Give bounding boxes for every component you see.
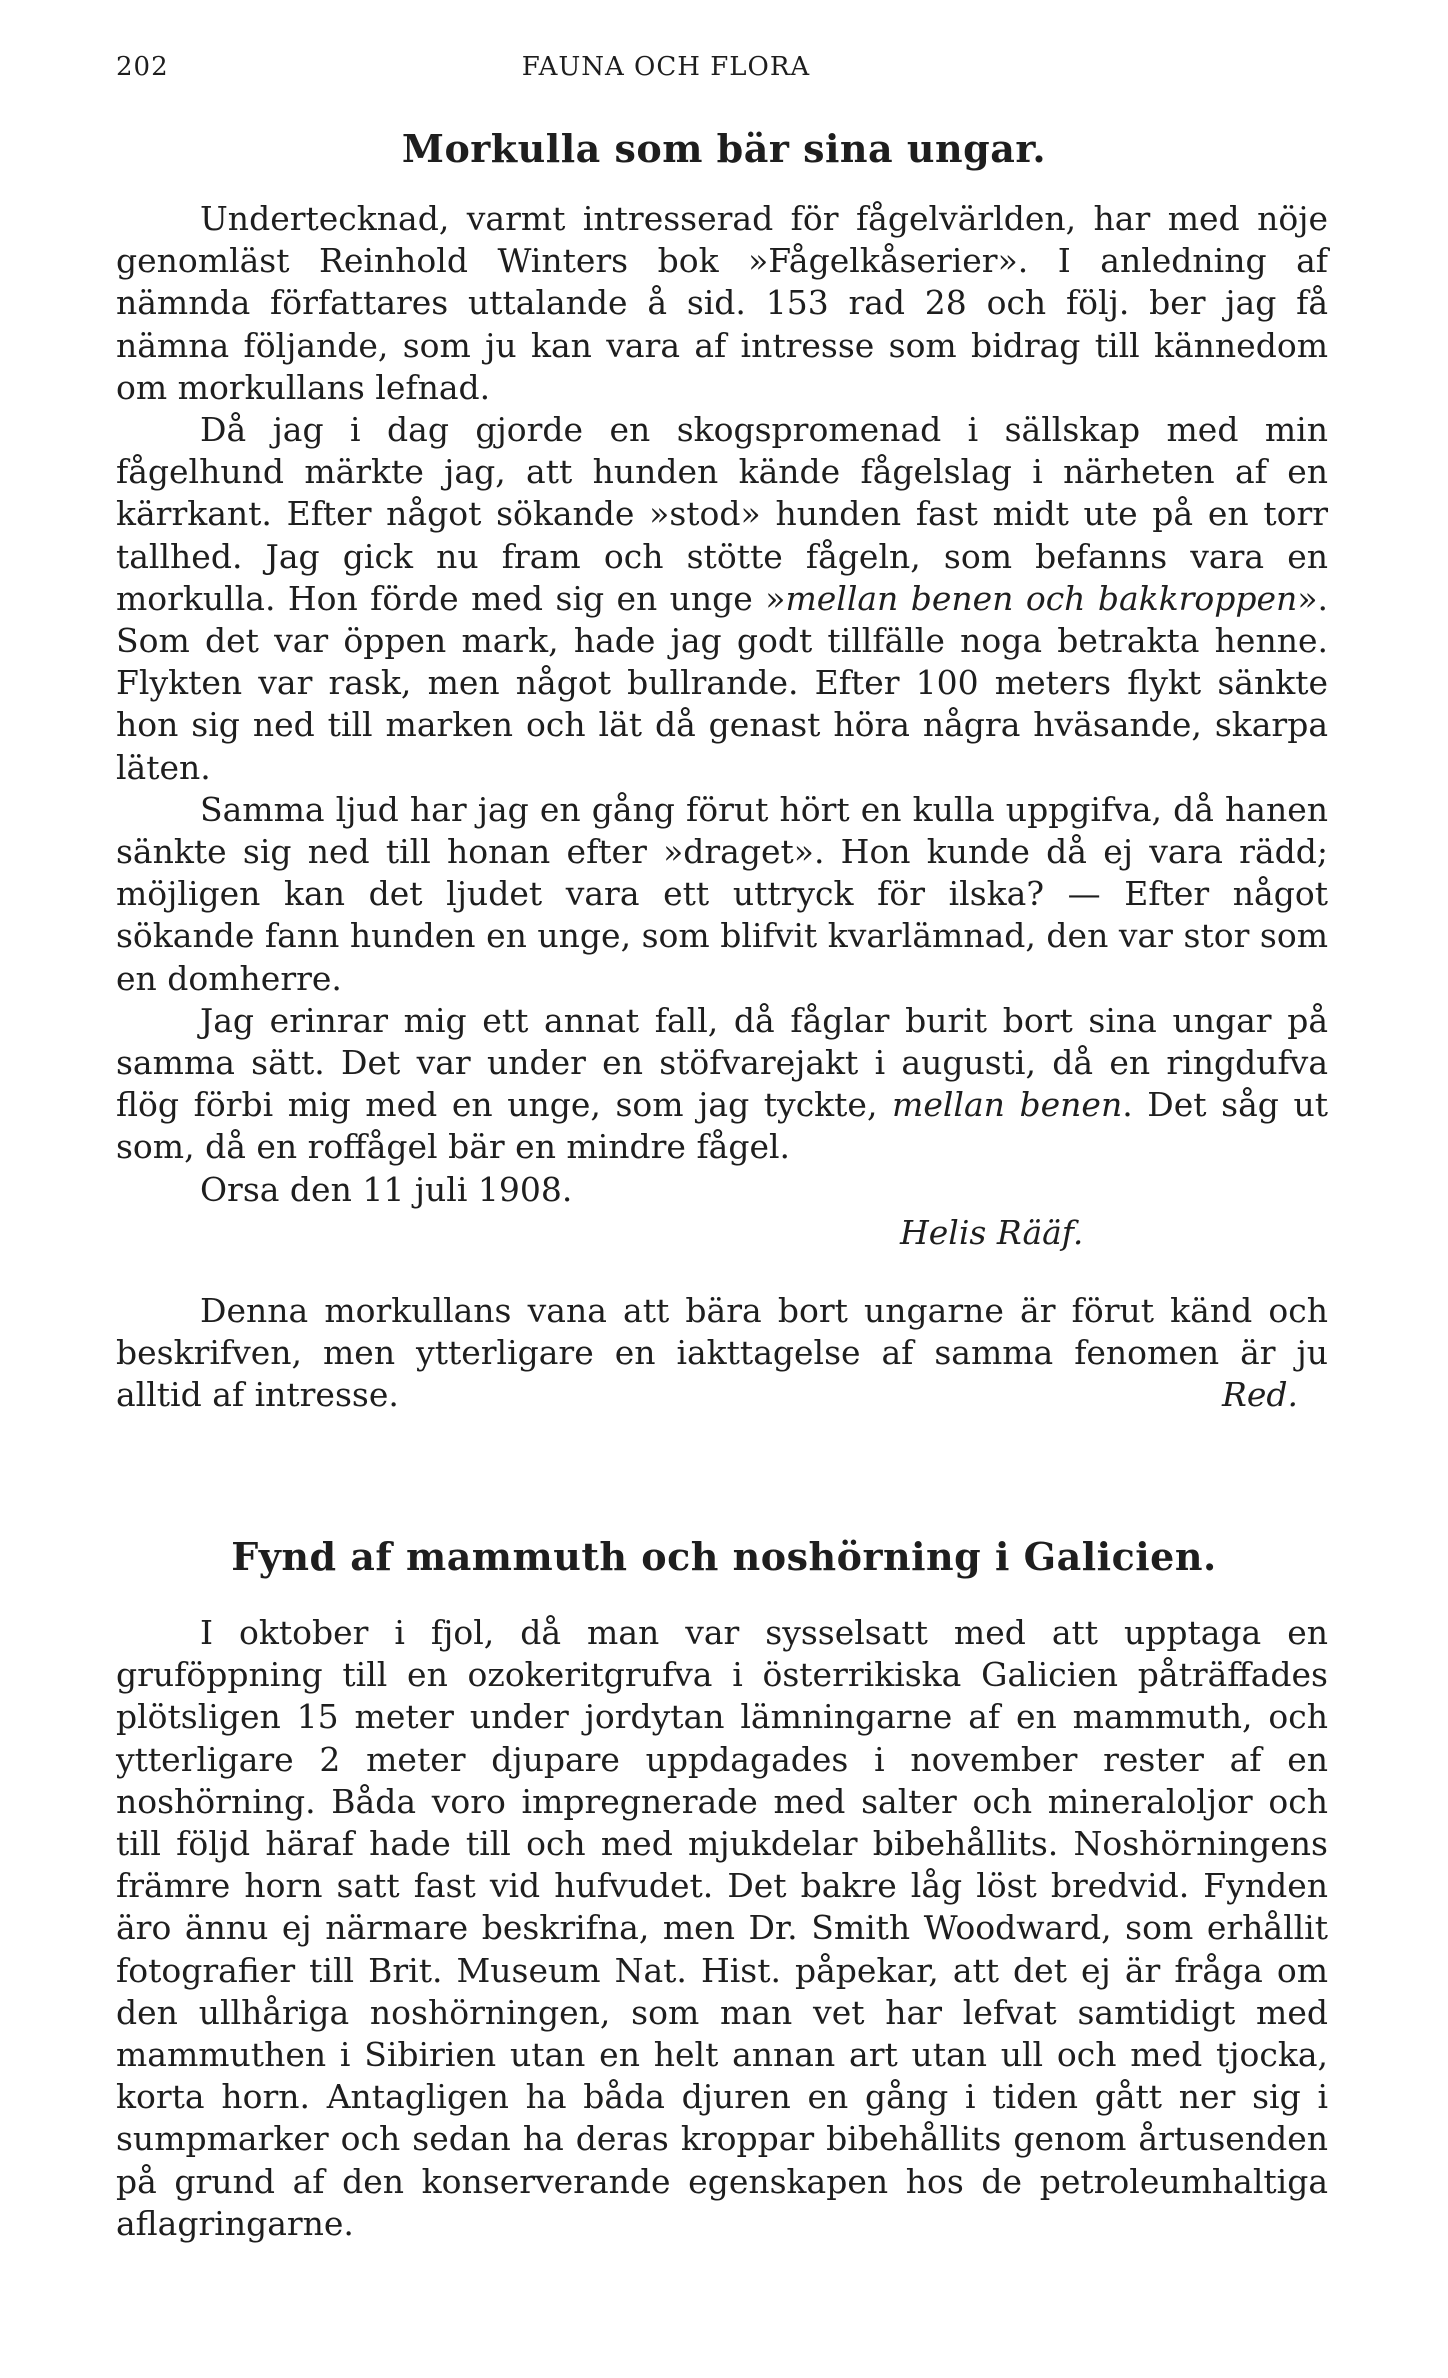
- page-number: 202: [116, 52, 169, 82]
- author-signature: Helis Rääf.: [900, 1213, 1084, 1252]
- date-line: Orsa den 11 juli 1908.: [200, 1169, 573, 1209]
- article-body: [116, 198, 1328, 1211]
- paragraph: Denna morkullans vana att bära bort ungarne är förut känd och beskrifven, men ytterligare en iakttagelse af samma fenomen är ju alltid af intresse.: [116, 1291, 1328, 1415]
- paragraph-text: Jag erinrar mig ett annat fall, då fåglar burit bort sina ungar på samma sätt. Det var under en stöfvarejakt i augusti, då en ringdufva flög förbi mig med en unge, som jag tyckte,: [116, 1000, 1328, 1125]
- article-title: Fynd af mammuth och noshörning i Galicien.: [231, 1534, 1217, 1579]
- editor-signature: Red.: [1222, 1375, 1298, 1415]
- paragraph: I oktober i fjol, då man var sysselsatt med att upptaga en gruföppning till en ozokeritgrufva i österrikiska Galicien påträffades plötsligen 15 meter under jordytan lämningarne af en mammuth, och ytterligare 2 meter djupare uppdagades i november rester af en noshörning. Båda voro impregnerade med salter och mineraloljor och till följd häraf hade till och med mjukdelar bibehållits. Noshörningens främre horn satt fast vid hufvudet. Det bakre låg löst bredvid. Fynden äro ännu ej närmare beskrifna, men Dr. Smith Woodward, som erhållit fotografier till Brit. Museum Nat. Hist. påpekar, att det ej är fråga om den ullhåriga noshörningen, som man vet har lefvat samtidigt med mammuthen i Sibirien utan en helt annan art utan ull och med tjocka, korta horn. Antagligen ha båda djuren en gång i tiden gått ner sig i sumpmarker och sedan ha deras kroppar bibehållits genom årtusenden på grund af den konserverande egenskapen hos de petroleumhaltiga aflagringarne.: [116, 1613, 1328, 2243]
- paragraph: [116, 409, 1328, 789]
- article-body: [116, 1612, 1328, 2245]
- running-head: [116, 52, 1340, 86]
- editor-note: [116, 1290, 1328, 1417]
- emphasis-text: mellan benen: [892, 1085, 1123, 1125]
- paragraph-text: Då jag i dag gjorde en skogspromenad i sällskap med min fågelhund märkte jag, att hunden kände fågelslag i närheten af en kärrkant. Efter något sökande »stod» hunden fast midt ute på en torr tallhed. Jag gick nu fram och stötte fågeln, som befanns vara en morkulla. Hon förde med sig en unge »: [116, 410, 1328, 618]
- paragraph: Undertecknad, varmt intresserad för fågelvärlden, har med nöje genomläst Reinhold Winters bok »Fågelkåserier». I anledning af nämnda författares uttalande å sid. 153 rad 28 och följ. ber jag få nämna följande, som ju kan vara af intresse som bidrag till kännedom om morkullans lefnad.: [116, 199, 1328, 407]
- emphasis-text: mellan benen och bakkroppen: [785, 578, 1298, 618]
- journal-title: FAUNA OCH FLORA: [521, 52, 811, 82]
- paragraph: Samma ljud har jag en gång förut hört en kulla uppgifva, då hanen sänkte sig ned till honan efter »draget». Hon kunde då ej vara rädd; möjligen kan det ljudet vara ett uttryck för ilska? — Efter något sökande fann hunden en unge, som blifvit kvarlämnad, den var stor som en domherre.: [116, 789, 1328, 998]
- paragraph-text: ». Som det var öppen mark, hade jag godt tillfälle noga betrakta henne. Flykten var rask, men något bullrande. Efter 100 meters flykt sänkte hon sig ned till marken och lät då genast höra några hväsande, skarpa läten.: [116, 578, 1328, 787]
- article-title: Morkulla som bär sina ungar.: [401, 126, 1047, 171]
- paragraph: [116, 1000, 1328, 1169]
- paragraph-text: . Det såg ut som, då en roffågel bär en mindre fågel.: [116, 1085, 1328, 1167]
